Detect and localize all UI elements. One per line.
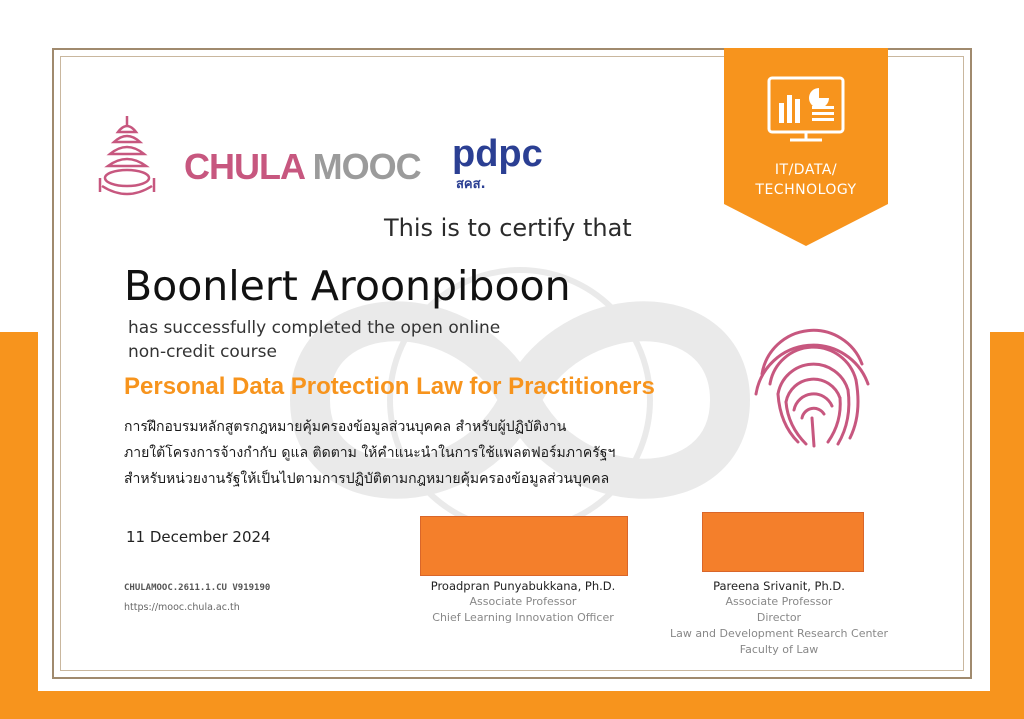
verification-url: https://mooc.chula.ac.th	[124, 602, 240, 613]
certify-text: This is to certify that	[384, 214, 632, 242]
thai-description-line-3: สำหรับหน่วยงานรัฐให้เป็นไปตามการปฏิบัติตามกฎหมายคุ้มครองข้อมูลส่วนบุคคล	[124, 471, 610, 487]
signature-redacted-2	[702, 512, 864, 572]
recipient-name: Boonlert Aroonpiboon	[124, 262, 571, 310]
completion-statement	[128, 316, 598, 364]
fingerprint-icon	[742, 314, 882, 454]
signatory-1-title-2: Chief Learning Innovation Officer	[432, 611, 614, 624]
signatory-1-name: Proadpran Punyabukkana, Ph.D.	[430, 579, 616, 593]
ribbon-line-2: TECHNOLOGY	[755, 182, 857, 198]
signatory-2-title-2: Director	[756, 611, 802, 624]
course-title: Personal Data Protection Law for Practitioners	[124, 373, 655, 400]
thai-description-line-2: ภายใต้โครงการจ้างกำกับ ดูแล ติดตาม ให้คำแนะนำในการใช้แพลตฟอร์มภาครัฐฯ	[124, 445, 616, 461]
signatory-1-title-1: Associate Professor	[469, 595, 577, 608]
orange-side-band-left	[0, 332, 38, 719]
signatory-1	[400, 578, 646, 626]
signatory-2-name: Pareena Srivanit, Ph.D.	[713, 579, 845, 593]
signatory-2-title-3: Law and Development Research Center	[669, 627, 889, 640]
signature-redacted-1	[420, 516, 628, 576]
pdpc-logo-sub: สคส.	[456, 177, 486, 192]
completion-date: 11 December 2024	[126, 528, 271, 546]
orange-side-band-right	[990, 332, 1024, 719]
thai-description-line-1: การฝึกอบรมหลักสูตรกฎหมายคุ้มครองข้อมูลส่วนบุคคล สำหรับผู้ปฏิบัติงาน	[124, 419, 567, 435]
mooc-logo-text: MOOC	[312, 146, 421, 187]
thai-description	[124, 414, 724, 492]
signatory-2-title-1: Associate Professor	[725, 595, 833, 608]
orange-bottom-band	[0, 691, 1024, 719]
pdpc-logo-main: pdpc	[452, 133, 543, 175]
signatory-2	[648, 578, 910, 658]
chula-logo-text: CHULA	[184, 146, 304, 187]
category-ribbon-text	[724, 160, 888, 200]
pdpc-logo	[452, 130, 580, 192]
ribbon-line-1: IT/DATA/	[774, 162, 838, 178]
certificate-id: CHULAMOOC.2611.1.CU V919190	[124, 583, 271, 593]
chulalongkorn-seal-logo	[96, 112, 158, 200]
category-ribbon	[724, 48, 888, 246]
completion-line-1: has successfully completed the open online	[128, 318, 501, 338]
signatory-2-title-4: Faculty of Law	[739, 643, 819, 656]
completion-line-2: non-credit course	[128, 342, 277, 362]
chulamooc-logo	[184, 146, 421, 188]
